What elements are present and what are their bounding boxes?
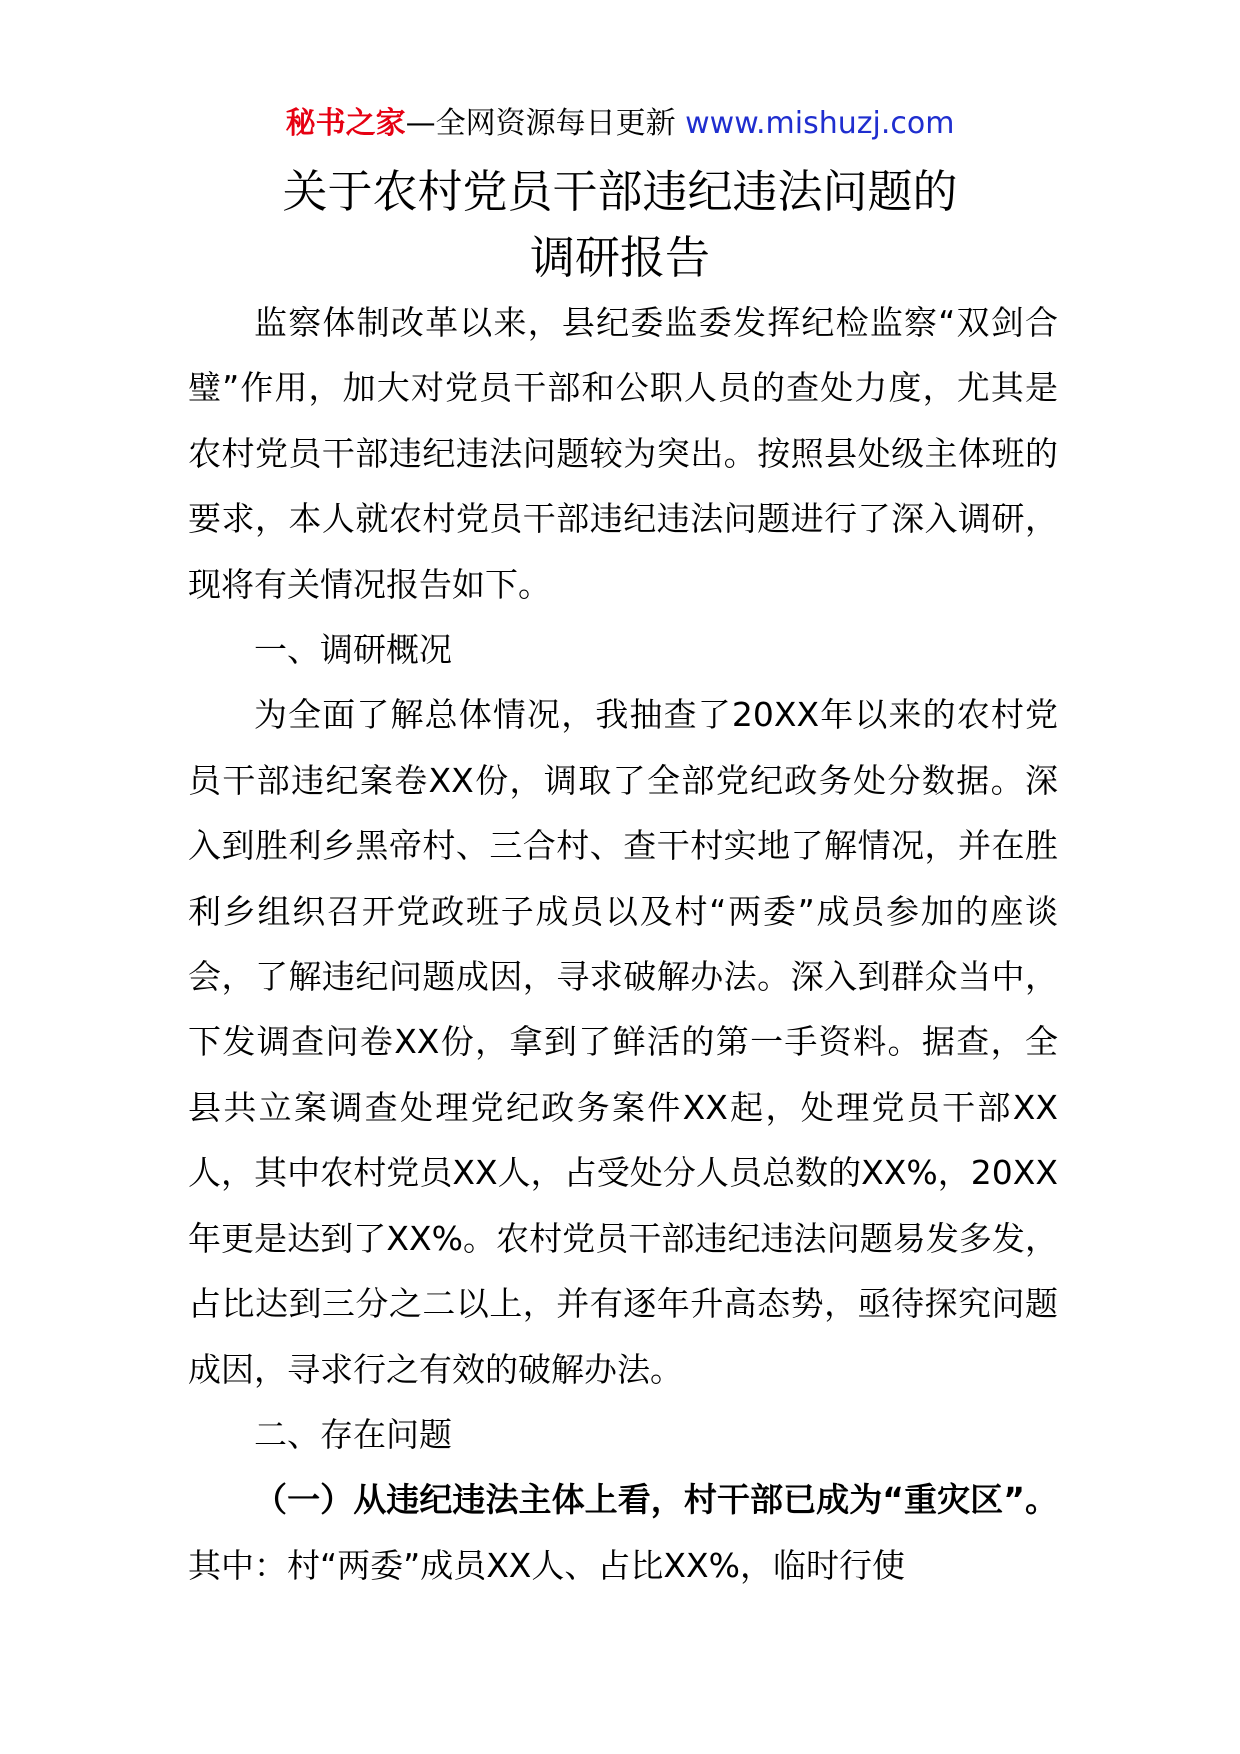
site-header xyxy=(0,102,1240,146)
section-heading-problems: 二、存在问题 xyxy=(254,1414,452,1454)
subsection-text: 其中：村“两委”成员XX人、占比XX%，临时行使 xyxy=(188,1545,905,1585)
overview-paragraph: 为全面了解总体情况，我抽查了20XX年以来的农村党员干部违纪案卷XX份，调取了全部党纪政务处分数据。深入到胜利乡黑帝村、三合村、查干村实地了解情况，并在胜利乡组织召开党政班子成员以及村“两委”成员参加的座谈会，了解违纪问题成因，寻求破解办法。深入到群众当中，下发调查问卷XX份，拿到了鲜活的第一手资料。据查，全县共立案调查处理党纪政务案件XX起，处理党员干部XX人，其中农村党员XX人，占受处分人员总数的XX%，20XX年更是达到了XX%。农村党员干部违纪违法问题易发多发，占比达到三分之二以上，并有逐年升高态势，亟待探究问题成因，寻求行之有效的破解办法。 xyxy=(188,695,1058,1389)
site-slogan: —全网资源每日更新 xyxy=(405,106,686,141)
site-url-link[interactable]: www.mishuzj.com xyxy=(685,106,955,141)
subsection-bold-heading: （一）从违纪违法主体上看，村干部已成为“重灾区”。 xyxy=(254,1480,1058,1520)
subsection-paragraph xyxy=(188,1467,1058,1598)
document-title-line-1: 关于农村党员干部违纪违法问题的 xyxy=(282,165,958,218)
section-heading-overview: 一、调研概况 xyxy=(254,630,452,670)
intro-paragraph: 监察体制改革以来，县纪委监委发挥纪检监察“双剑合璧”作用，加大对党员干部和公职人员的查处力度，尤其是农村党员干部违纪违法问题较为突出。按照县处级主体班的要求，本人就农村党员干部违纪违法问题进行了深入调研，现将有关情况报告如下。 xyxy=(188,303,1058,604)
document-title-line-2: 调研报告 xyxy=(529,231,710,284)
site-brand: 秘书之家 xyxy=(285,106,406,141)
document-body xyxy=(188,290,1058,1598)
